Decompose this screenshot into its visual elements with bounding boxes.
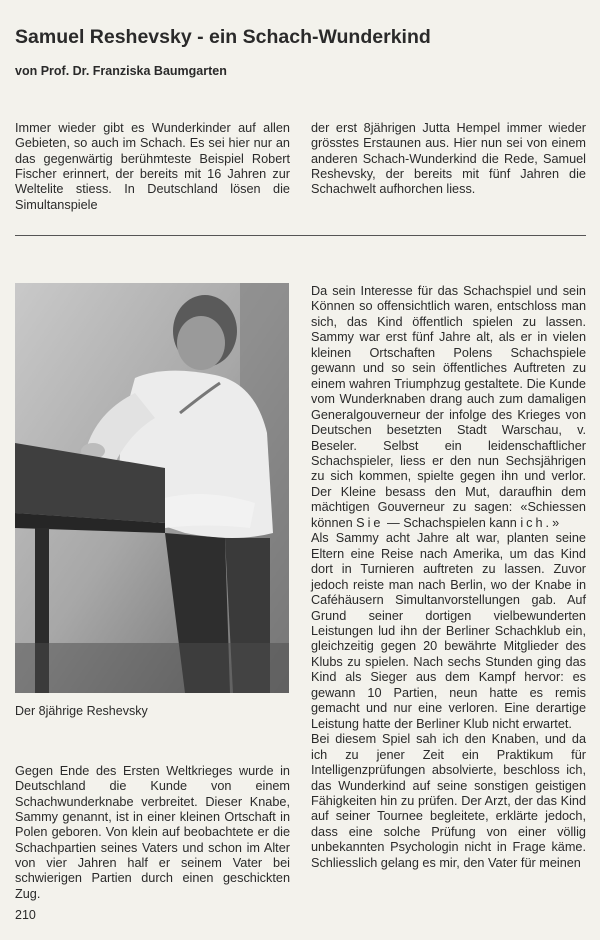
- photo-illustration: [15, 283, 289, 693]
- article-title: Samuel Reshevsky - ein Schach-Wunderkind: [15, 26, 431, 48]
- intro-right-column: [311, 121, 586, 198]
- boy-photograph: [15, 283, 289, 693]
- emphasis-sie: Sie: [356, 515, 384, 530]
- paragraph-1-text: Da sein Interesse für das Schachspiel und sein Können so offensichtlich waren, entschloss man sich, das Kind öffentlich spielen zu lassen. Sammy war erst fünf Jahre alt, als er in vielen kleinen Ortschaften Polens Schachspiele gewann und so sein öffentliches Auftreten zu einem wahren Triumphzug gestaltete. Die Kunde vom Wunderknaben drang auch zum damaligen Generalgouverneur der infolge des Krieges von Deutschen besetzten Stadt Warschau, v. Beseler. Selbst ein leidenschaftlicher Schachspieler, liess er den nun Sechsjährigen zu sich kommen, spielte gegen ihn und verlor. Der Kleine besass den Mut, daraufhin dem mächtigen Gouverneur zu sagen: «Schiessen können: [311, 284, 586, 530]
- section-divider: [15, 235, 586, 236]
- intro-left-text: Immer wieder gibt es Wunderkinder auf allen Gebieten, so auch im Schach. Es sei hier nur an das gegenwärtig berühmteste Beispiel Robert Fischer erinnert, der bereits mit 16 Jahren zur Weltelite stiess. In Deutschland lösen die Simultanspiele: [15, 121, 290, 212]
- body-left-text: Gegen Ende des Ersten Weltkrieges wurde in Deutschland die Kunde von einem Schachwunderknabe verbreitet. Dieser Knabe, Sammy genannt, ist in einer kleinen Ortschaft in Polen geboren. Von klein auf beobachtete er die Schachpartien seines Vaters und schon im Alter von vier Jahren half er seinem Vater bei schwierigen Partien durch einen geschickten Zug.: [15, 764, 290, 901]
- body-right-paragraph-1: [311, 284, 586, 531]
- body-right-paragraph-3: Bei diesem Spiel sah ich den Knaben, und da ich zu jener Zeit ein Praktikum für Intelligenzprüfungen absolvierte, beschloss ich, das Wunderkind auf seine sonstigen geistigen Fähigkeiten hin zu prüfen. Der Arzt, der das Kind auf seiner Tournee begleitete, erklärte jedoch, dass eine solche Prüfung von einer völlig unbekannten Psychologin nicht in Frage käme. Schliesslich gelang es mir, den Vater für meinen: [311, 732, 586, 870]
- author-byline: von Prof. Dr. Franziska Baumgarten: [15, 64, 227, 78]
- page-number: 210: [15, 908, 36, 922]
- body-right-paragraph-2: Als Sammy acht Jahre alt war, planten seine Eltern eine Reise nach Amerika, um das Kind dort in Turnieren auftreten zu lassen. Zuvor jedoch reiste man nach Berlin, wo der Knabe in Caféhäusern Simultanvorstellungen gab. Auf Grund seiner dortigen vielbewunderten Leistungen lud ihn der Berliner Schachklub ein, gleichzeitig gegen 20 bewährte Mitglieder des Klubs zu spielen. Nach sechs Stunden ging das Kind als Sieger aus dem Kampf hervor: es gewann 10 Partien, neun hatte es remis gemacht und nur eine verloren. Eine derartige Leistung hatte der Berliner Klub nicht erwartet.: [311, 531, 586, 731]
- photo-caption: Der 8jährige Reshevsky: [15, 704, 148, 718]
- paragraph-1-text-cont: — Schachspielen kann: [387, 515, 517, 530]
- intro-right-text: der erst 8jährigen Jutta Hempel immer wieder grösstes Erstaunen aus. Hier nun sei von einem anderen Schach-Wunderkind die Rede, Samuel Reshevsky, der bereits mit fünf Jahren die Schachwelt aufhorchen liess.: [311, 121, 586, 197]
- body-left-column: [15, 764, 290, 902]
- intro-left-column: [15, 121, 290, 213]
- closing-quote: »: [552, 515, 560, 530]
- body-right-column: [311, 284, 586, 871]
- emphasis-ich: ich.: [520, 515, 553, 530]
